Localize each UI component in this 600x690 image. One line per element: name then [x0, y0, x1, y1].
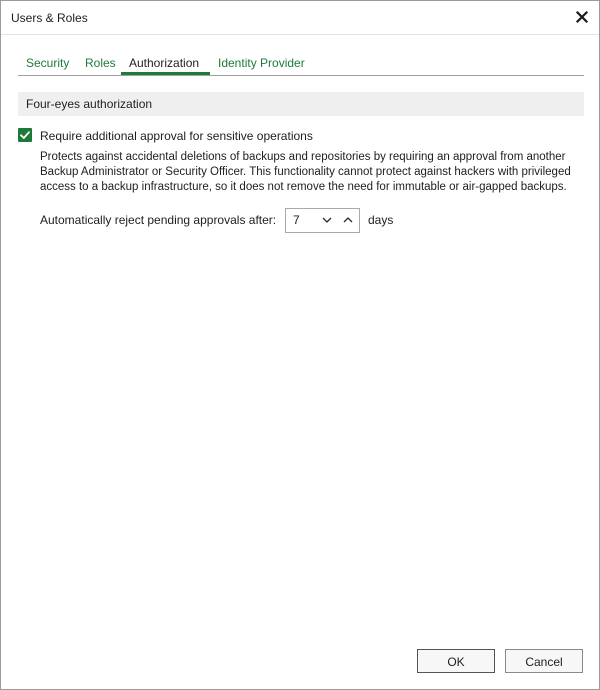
- window-title: Users & Roles: [11, 11, 88, 25]
- auto-reject-label: Automatically reject pending approvals after:: [40, 213, 277, 227]
- tab-roles[interactable]: Roles: [85, 56, 116, 70]
- chevron-down-icon: [319, 213, 335, 227]
- ok-button[interactable]: OK: [417, 649, 495, 673]
- section-title: Four-eyes authorization: [26, 97, 153, 111]
- close-icon: [573, 8, 591, 26]
- approval-description: Protects against accidental deletions of backups and repositories by requiring an approval from another Backup Administrator or Security Officer. This functionality cannot protect against hackers with privileged access to a backup infrastructure, so it does not remove the need for immutable or air-gapped backups.: [40, 151, 571, 193]
- require-approval-label[interactable]: Require additional approval for sensitive operations: [40, 129, 313, 143]
- close-button[interactable]: [573, 8, 591, 26]
- active-tab-indicator: [121, 72, 210, 75]
- cancel-button[interactable]: Cancel: [505, 649, 583, 673]
- checkmark-icon: [18, 128, 32, 142]
- tab-authorization[interactable]: Authorization: [129, 56, 200, 70]
- reject-days-stepper[interactable]: [285, 208, 360, 233]
- increment-button[interactable]: [340, 213, 356, 227]
- title-bar: [1, 1, 599, 35]
- tab-bar: [18, 51, 584, 76]
- reject-days-value[interactable]: 7: [293, 213, 300, 227]
- tab-identity-provider[interactable]: Identity Provider: [218, 56, 305, 70]
- require-approval-checkbox[interactable]: [18, 128, 32, 142]
- days-unit-label: days: [368, 213, 394, 227]
- decrement-button[interactable]: [319, 213, 335, 227]
- tab-security[interactable]: Security: [26, 56, 70, 70]
- section-header: [18, 92, 584, 116]
- chevron-up-icon: [340, 213, 356, 227]
